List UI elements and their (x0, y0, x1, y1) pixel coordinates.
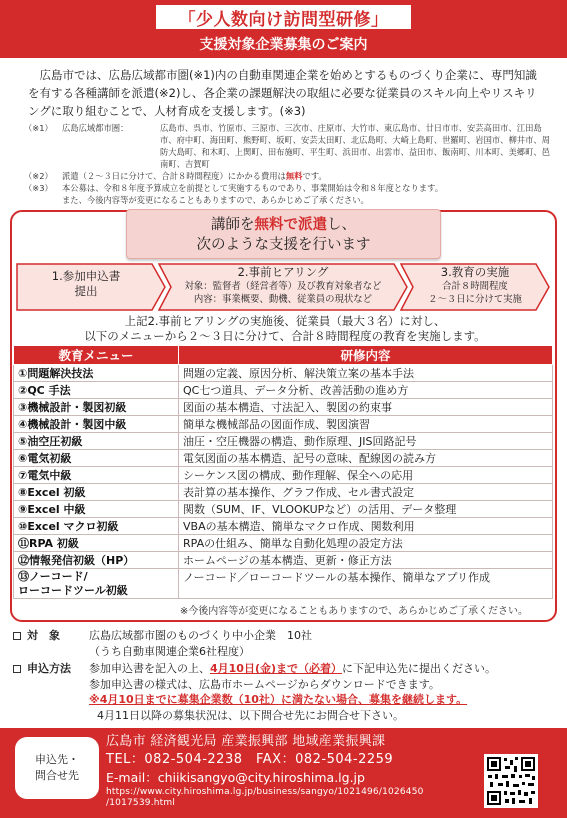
deadline-highlight: 4月10日(金)まで（必着） (210, 662, 343, 675)
training-description: 上記2.事前ヒアリングの実施後、従業員（最大３名）に対し、 以下のメニューから２～３日に分けて、合計８時間程度の教育を実施します。 (84, 314, 486, 343)
title-box (155, 4, 412, 30)
table-row: ⑧Excel 初級 表計算の基本操作、グラフ作成、セル書式設定 (14, 484, 553, 501)
contact-label-box: 申込先・ 問合せ先 (15, 737, 99, 799)
free-dispatch-highlight: 無料で派遣 (254, 217, 327, 233)
page-title: 「少人数向け訪問型研修」 (178, 9, 389, 30)
target-row: 対 象 広島広域都市圏のものづくり中小企業 10社 （うち自動車関連企業6社程度） (13, 628, 558, 659)
dispatch-banner: 講師を無料で派遣し、 次のような支援を行います (126, 209, 441, 259)
department-name: 広島市 経済観光局 産業振興部 地域産業振興課 (106, 734, 386, 749)
table-row: ⑬ノーコード/ ローコードツール初級 ノーコード／ローコードツールの基本操作、簡単なアプリ作成 (14, 569, 553, 599)
table-row: ⑪RPA 初級 RPAの仕組み、簡単な自動化処理の設定方法 (14, 535, 553, 552)
process-steps (16, 263, 550, 311)
phone-fax: TEL：082-504-2238 FAX：082-504-2259 (106, 752, 394, 767)
step-2: 2.事前ヒアリング 対象：監督者（経営者等）及び教育対象者など 内容：事業概要、動機、従業員の現状など (158, 263, 408, 311)
intro-paragraph: 広島市では、広島広域都市圏(※1)内の自動車関連企業を始めとするものづくり企業に、専門知識を有する各種講師を派遣(※2)し、各企業の課題解決の取組に必要な従業員のスキル向上やリスキリングに取り組むことで、人材育成を支援します。(※3) (28, 68, 537, 118)
header-menu: 教育メニュー (14, 346, 179, 365)
header-content: 研修内容 (179, 346, 553, 365)
table-row: ⑥電気初級 電気図面の基本構造、記号の意味、配線図の読み方 (14, 450, 553, 467)
training-menu-table (13, 345, 553, 599)
application-info (13, 628, 558, 725)
website-url[interactable]: https://www.city.hiroshima.lg.jp/business/sangyo/1021496/1026450 /1017539.html (106, 787, 424, 808)
square-bullet-icon (13, 665, 21, 673)
step-3: 3.教育の実施 合計８時間程度 ２～３日に分けて実施 (400, 263, 550, 311)
extension-notice: ※4月10日までに募集企業数（10社）に満たない場合、募集を継続します。 (89, 693, 468, 706)
footnotes (24, 122, 554, 206)
apply-row: 申込方法 参加申込書を記入の上、4月10日(金)まで（必着）に下記申込先に提出ください。 参加申込書の様式は、広島市ホームページからダウンロードできます。 ※4月10日までに募集企業数（10社）に満たない場合、募集を継続します。 4月11日以降の募集状況は、以下問合せ先にお問合せ下さい。 (13, 661, 558, 723)
table-row: ⑦電気中級 シーケンス図の構成、動作理解、保全への応用 (14, 467, 553, 484)
table-header-row (14, 346, 553, 365)
table-row: ①問題解決技法 問題の定義、原因分析、解決策立案の基本手法 (14, 365, 553, 382)
qr-code-icon[interactable] (484, 754, 538, 808)
free-highlight: 無料 (285, 171, 303, 181)
table-row: ⑫情報発信初級（HP） ホームページの基本構造、更新・修正方法 (14, 552, 553, 569)
table-row: ⑤油空圧初級 油圧・空圧機器の構造、動作原理、JIS回路記号 (14, 433, 553, 450)
note-2: （※2） 派遣（２～３日に分けて、合計８時間程度）にかかる費用は無料です。 (24, 171, 327, 181)
step-1: 1.参加申込書 提出 (16, 263, 166, 311)
email-address[interactable]: E-mail：chiikisangyo@city.hiroshima.lg.jp (106, 770, 365, 785)
page-subtitle: 支援対象企業募集のご案内 (199, 37, 368, 53)
table-row: ②QC 手法 QC七つ道具、データ分析、改善活動の進め方 (14, 382, 553, 399)
contact-details (106, 733, 486, 809)
note-3: （※3） 本公募は、令和８年度予算成立を前提として実施するものであり、事業開始は令和８年度となります。 また、今後内容等が変更になることもありますので、あらかじめご了承ください。 (24, 183, 443, 205)
square-bullet-icon (13, 632, 21, 640)
table-row: ⑩Excel マクロ初級 VBAの基本構造、簡単なマクロ作成、関数利用 (14, 518, 553, 535)
table-row: ④機械設計・製図中級 簡単な機械部品の図面作成、製図演習 (14, 416, 553, 433)
table-row: ⑨Excel 中級 関数（SUM、IF、VLOOKUPなど）の活用、データ整理 (14, 501, 553, 518)
table-row: ③機械設計・製図初級 図面の基本構造、寸法記入、製図の約束事 (14, 399, 553, 416)
note-1: （※1） 広島広域都市圏： 広島市、呉市、竹原市、三原市、三次市、庄原市、大竹市、東広島市、廿日市市、安芸高田市、江田島市、府中町、海田町、熊野町、坂町、安芸太田町、北広島町、大崎上島町、世羅町、岩国市、柳井市、周防大島町、和木町、上関町、田布施町、平生町、浜田市、出雲市、益田市、飯南町、川本町、美郷町、邑南町、吉賀町 (24, 123, 550, 169)
table-note: ※今後内容等が変更になることもありますので、あらかじめご了承ください。 (179, 606, 528, 617)
